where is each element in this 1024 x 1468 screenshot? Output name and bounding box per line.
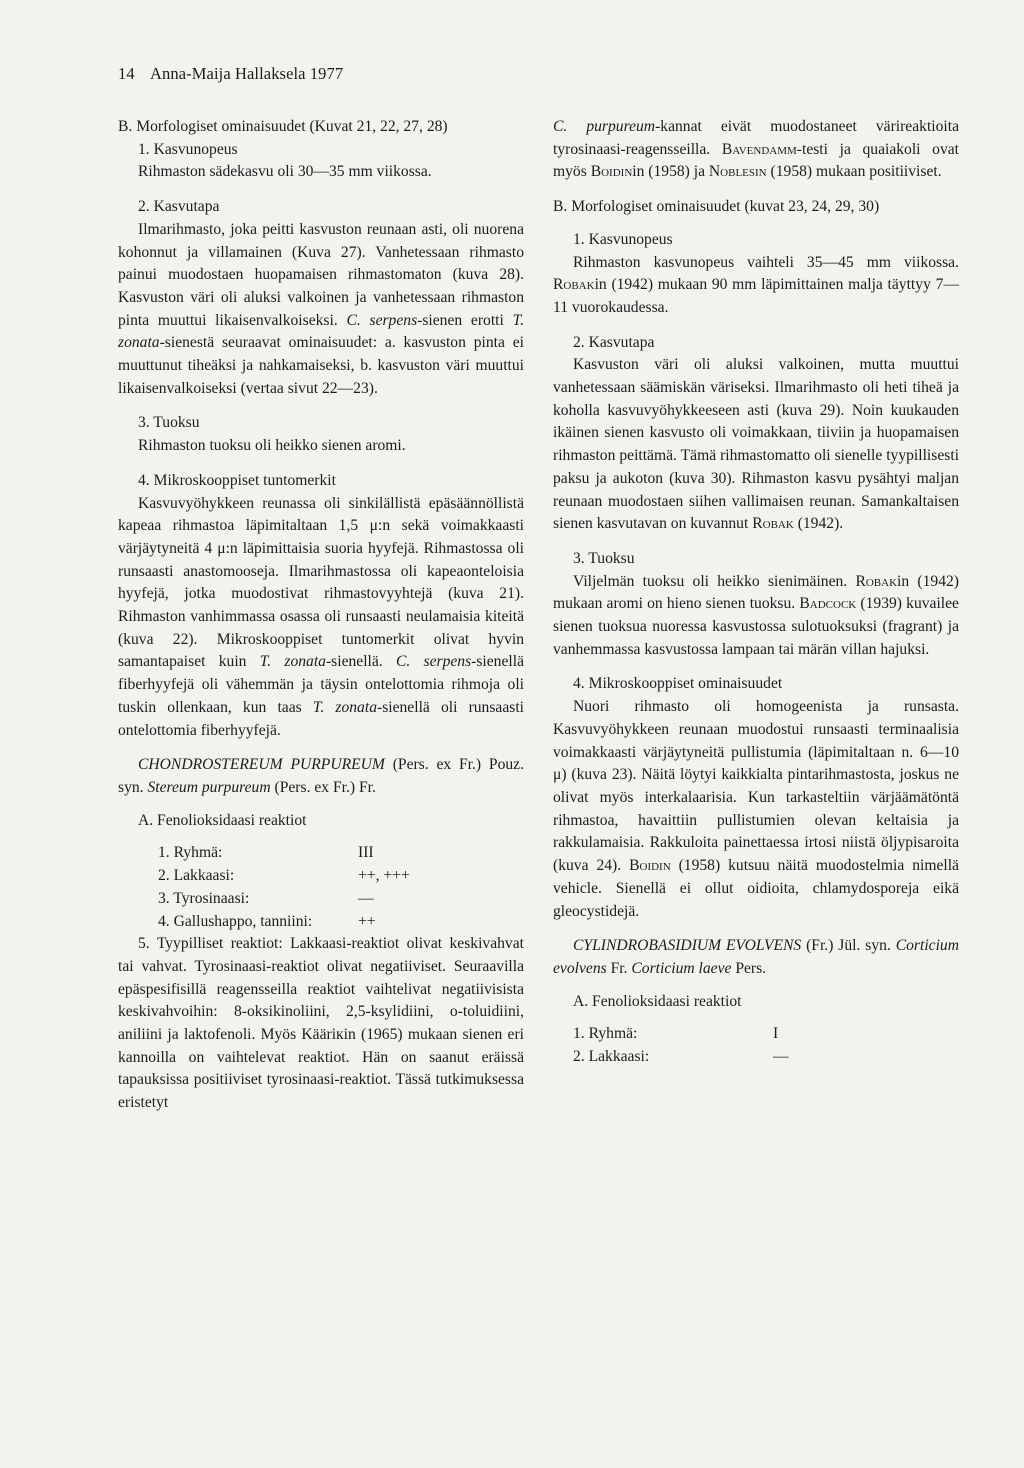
subsection-heading: A. Fenolioksidaasi reaktiot <box>573 992 742 1010</box>
reaction-list <box>118 842 524 933</box>
subsection-heading: 4. Mikroskooppiset tuntomerkit <box>138 471 336 489</box>
section-heading: B. Morfologiset ominaisuudet (Kuvat 21, 22, 27, 28) <box>118 118 448 135</box>
paragraph: Kasvuston väri oli aluksi valkoinen, mutta muuttui vanhetessaan säämiskän väriseksi. Ilmarihmasto oli heti tiheä ja koholla kasvuvyöhykkeeseen asti (kuva 29). Noin kuukauden ikäinen sienen kasvusto oli voimakkaan, tiiviin ja huopamaisen rihmaston peittämä. Tämä rihmastomatto oli sienelle tyypillisesti paksu ja aukoton (kuva 30). Rihmaston kasvu pysähtyi maljan reunaan muodostaen siihen vallimaisen reunan. Samankaltaisen sienen kasvutavan on kuvannut Robak (1942). <box>553 356 959 533</box>
paragraph: Ilmarihmasto, joka peitti kasvuston reunaan asti, oli nuorena kohonnut ja villamainen (Kuva 27). Vanhetessaan rihmasto painui muodostaen huopamaisen rihmastomaton (kuva 28). Kasvuston väri oli aluksi valkoinen ja vanhetessaan rihmaston pinta muuttui likaisenvalkoiseksi. C. serpens-sienen erotti T. zonata-sienestä seuraavat ominaisuudet: a. kasvuston pinta ei muuttunut tiheäksi ja nahkamaiseksi, b. kasvuston väri muuttui likaisenvalkoiseksi (vertaa sivut 22—23). <box>118 220 524 397</box>
section-heading: B. Morfologiset ominaisuudet (kuvat 23, 24, 29, 30) <box>553 198 880 216</box>
reaction-row: 2. Lakkaasi: ++, +++ <box>158 867 410 885</box>
subsection-heading: A. Fenolioksidaasi reaktiot <box>138 811 307 829</box>
species-heading: CHONDROSTEREUM PURPUREUM (Pers. ex Fr.) Pouz. syn. Stereum purpureum (Pers. ex Fr.) Fr. <box>118 756 524 796</box>
running-header <box>118 64 343 84</box>
subsection-heading: 1. Kasvunopeus <box>573 230 673 248</box>
species-heading: CYLINDROBASIDIUM EVOLVENS (Fr.) Jül. syn. Corticium evolvens Fr. Corticium laeve Pers. <box>553 937 959 977</box>
paragraph: 5. Tyypilliset reaktiot: Lakkaasi-reaktiot olivat keskivahvat tai vahvat. Tyrosinaasi-reaktiot olivat negatiiviset. Seuraavilla epäspesifisillä reagensseilla reaktiot vaihtelivat negatiivisista keskivahvoihin: 8-oksikinoliini, 2,5-ksylidiini, o-toluidiini, aniliini ja laktofenoli. Myös Kääriкin (1965) mukaan sienen eri kannoilla on vaihtelevat reaktiot. Hän on saanut eräissä tapauksissa positiiviset tyrosinaasi-reaktiot. Tässä tutkimuksessa eristetyt <box>118 935 524 1112</box>
running-title: Anna-Maija Hallaksela 1977 <box>150 64 344 83</box>
paragraph: C. purpureum-kannat eivät muodostaneet värireaktioita tyrosinaasi-reagensseilla. Bavendamm-testi ja quaiakoli ovat myös Boidinin (1958) ja Noblesin (1958) mukaan positiiviset. <box>553 118 959 181</box>
reaction-row: 3. Tyrosinaasi: — <box>158 889 374 907</box>
reaction-row: 4. Gallushappo, tanniini: ++ <box>158 912 376 930</box>
subsection-heading: 2. Kasvutapa <box>138 198 220 216</box>
left-column <box>118 116 524 1115</box>
reaction-row: 2. Lakkaasi: — <box>573 1048 789 1066</box>
paragraph: Kasvuvyöhykkeen reunassa oli sinkilällistä epäsäännöllistä kapeaa rihmastoa läpimitaltaan 1,5 μ:n sekä voimakkaasti värjäytyneitä 4 μ:n läpimittaisia suoria hyyfejä. Rihmastossa oli runsaasti anastomooseja. Ilmarihmastossa oli kapeaonteloisia hyyfejä, jotka muodostivat rihmastovyyhtejä (kuva 21). Rihmaston vanhimmassa osassa oli runsaasti neulamaisia kiteitä (kuva 22). Mikroskooppiset tuntomerkit olivat hyvin samantapaiset kuin T. zonata-sienellä. C. serpens-sienellä fiberhyyfejä oli vähemmän ja täysin ontelottomia rihmoja oli tuskin ollenkaan, kun taas T. zonata-sienellä oli runsaasti ontelottomia fiberhyyfejä. <box>118 494 524 739</box>
paragraph: Nuori rihmasto oli homogeenista ja runsasta. Kasvuvyöhykkeen reunaan muodostui runsaasti terminaalisia voimakkaasti värjäytyneitä pullistumia (läpimitaltaan n. 6—10 μ) (kuva 23). Näitä löytyi kaikkialta pintarihmastosta, joskus ne olivat myös interkalaarisia. Kun tarkasteltiin värjäämätöntä rihmastoa, havaittiin pullistumien olevan keltaisia ja rakkulamaisia. Rakkuloita painettaessa irtosi niistä öljypisaroita (kuva 24). Boidin (1958) kutsuu näitä muodostelmia nimellä vehicle. Sienellä ei ollut oidioita, chlamydosporeja eikä gleocystidejä. <box>553 698 959 920</box>
subsection-heading: 4. Mikroskooppiset ominaisuudet <box>573 675 783 693</box>
reaction-list <box>553 1023 959 1068</box>
paragraph: Rihmaston tuoksu oli heikko sienen aromi. <box>138 437 406 455</box>
reaction-row: 1. Ryhmä: I <box>573 1025 779 1043</box>
subsection-heading: 3. Tuoksu <box>138 414 200 432</box>
paragraph: Viljelmän tuoksu oli heikko sienimäinen. Robakin (1942) mukaan aromi on hieno sienen tuoksu. Badcock (1939) kuvailee sienen tuoksua nuoressa kasvustossa sulotuoksuksi (fragrant) ja vanhemmassa kasvustossa lampaan tai märän villan hajuksi. <box>553 572 959 658</box>
subsection-heading: 2. Kasvutapa <box>573 333 655 351</box>
page-number: 14 <box>118 64 135 83</box>
paragraph: Rihmaston sädekasvu oli 30—35 mm viikossa. <box>138 163 432 181</box>
paragraph: Rihmaston kasvunopeus vaihteli 35—45 mm viikossa. Robakin (1942) mukaan 90 mm läpimittainen malja täyttyy 7—11 vuorokaudessa. <box>553 253 959 316</box>
reaction-row: 1. Ryhmä: III <box>158 844 374 862</box>
subsection-heading: 1. Kasvunopeus <box>138 140 238 158</box>
subsection-heading: 3. Tuoksu <box>573 549 635 567</box>
right-column <box>553 116 959 1069</box>
